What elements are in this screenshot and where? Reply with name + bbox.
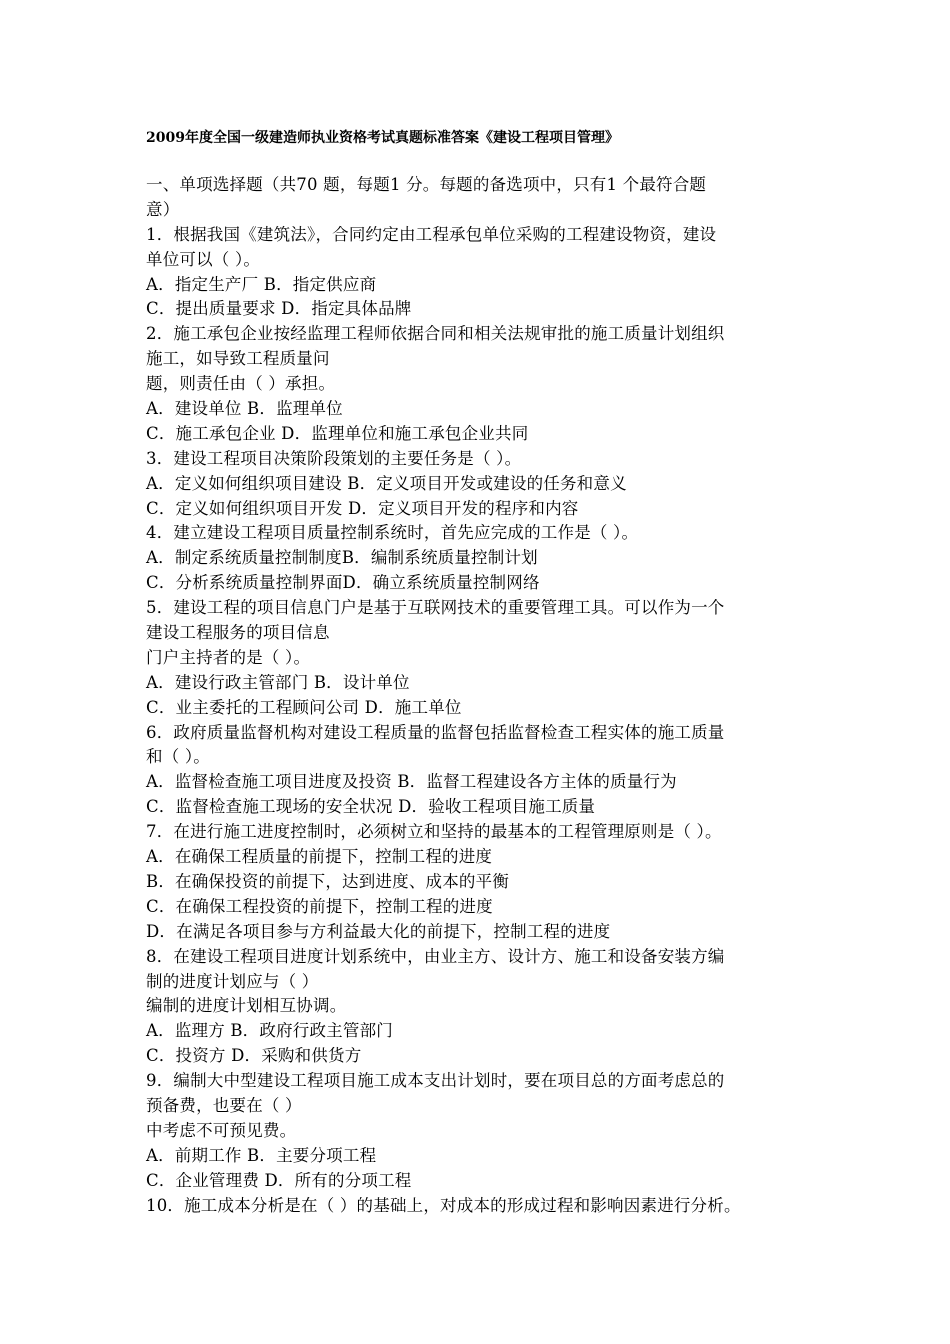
text-line: A．在确保工程质量的前提下，控制工程的进度 xyxy=(146,847,493,867)
text-line: 施工，如导致工程质量问 xyxy=(146,349,330,369)
text-line: 2．施工承包企业按经监理工程师依据合同和相关法规审批的施工质量计划组织 xyxy=(146,324,725,344)
text-line: C．业主委托的工程顾问公司 D．施工单位 xyxy=(146,697,462,717)
text-line: 10．施工成本分析是在（ ）的基础上，对成本的形成过程和影响因素进行分析。 xyxy=(146,1195,741,1215)
text-line: A．监督检查施工项目进度及投资 B．监督工程建设各方主体的质量行为 xyxy=(146,772,677,792)
text-line: A．指定生产厂 B．指定供应商 xyxy=(146,274,377,294)
text-line: 7．在进行施工进度控制时，必须树立和坚持的最基本的工程管理原则是（ ）。 xyxy=(146,822,722,842)
text-line: C．定义如何组织项目开发 D．定义项目开发的程序和内容 xyxy=(146,498,579,518)
text-line: 8．在建设工程项目进度计划系统中，由业主方、设计方、施工和设备安装方编 xyxy=(146,946,725,966)
text-line: 预备费，也要在（ ） xyxy=(146,1095,302,1115)
text-line: 建设工程服务的项目信息 xyxy=(146,623,330,643)
text-line: 1．根据我国《建筑法》，合同约定由工程承包单位采购的工程建设物资，建设 xyxy=(146,224,717,244)
text-line: A．定义如何组织项目建设 B．定义项目开发或建设的任务和意义 xyxy=(146,473,627,493)
text-line: 9．编制大中型建设工程项目施工成本支出计划时，要在项目总的方面考虑总的 xyxy=(146,1071,725,1091)
text-line: C．分析系统质量控制界面D．确立系统质量控制网络 xyxy=(146,573,540,593)
text-line: A．建设单位 B．监理单位 xyxy=(146,399,343,419)
text-line: C．在确保工程投资的前提下，控制工程的进度 xyxy=(146,896,493,916)
text-line: D．在满足各项目参与方利益最大化的前提下，控制工程的进度 xyxy=(146,921,611,941)
text-line: 中考虑不可预见费。 xyxy=(146,1120,297,1140)
text-line: C．投资方 D．采购和供货方 xyxy=(146,1046,362,1066)
text-line: 题，则责任由（ ）承担。 xyxy=(146,374,336,394)
document-title: 2009年度全国一级建造师执业资格考试真题标准答案《建设工程项目管理》 xyxy=(146,130,619,146)
text-line: 4．建立建设工程项目质量控制系统时，首先应完成的工作是（ ）。 xyxy=(146,523,639,543)
text-line: C．施工承包企业 D．监理单位和施工承包企业共同 xyxy=(146,423,529,443)
text-line: 3．建设工程项目决策阶段策划的主要任务是（ ）。 xyxy=(146,448,522,468)
text-line: 6．政府质量监督机构对建设工程质量的监督包括监督检查工程实体的施工质量 xyxy=(146,722,725,742)
text-line: 编制的进度计划相互协调。 xyxy=(146,996,347,1016)
text-line: A．制定系统质量控制制度B．编制系统质量控制计划 xyxy=(146,548,538,568)
text-line: 制的进度计划应与（ ） xyxy=(146,971,319,991)
text-line: 5．建设工程的项目信息门户是基于互联网技术的重要管理工具。可以作为一个 xyxy=(146,598,725,618)
text-line: 单位可以（ ）。 xyxy=(146,249,261,269)
text-line: 意） xyxy=(146,199,180,219)
text-line: C．提出质量要求 D．指定具体品牌 xyxy=(146,299,412,319)
text-line: A．建设行政主管部门 B．设计单位 xyxy=(146,672,410,692)
document-body xyxy=(146,173,866,1218)
text-line: B．在确保投资的前提下，达到进度、成本的平衡 xyxy=(146,871,510,891)
text-line: C．监督检查施工现场的安全状况 D．验收工程项目施工质量 xyxy=(146,797,596,817)
text-line: 门户主持者的是（ ）。 xyxy=(146,647,311,667)
text-line: A．监理方 B．政府行政主管部门 xyxy=(146,1021,393,1041)
text-line: C．企业管理费 D．所有的分项工程 xyxy=(146,1170,412,1190)
text-line: 和（ ）。 xyxy=(146,747,210,767)
text-line: 一、单项选择题（共70 题，每题1 分。每题的备选项中，只有1 个最符合题 xyxy=(146,175,707,194)
text-line: A．前期工作 B．主要分项工程 xyxy=(146,1145,377,1165)
